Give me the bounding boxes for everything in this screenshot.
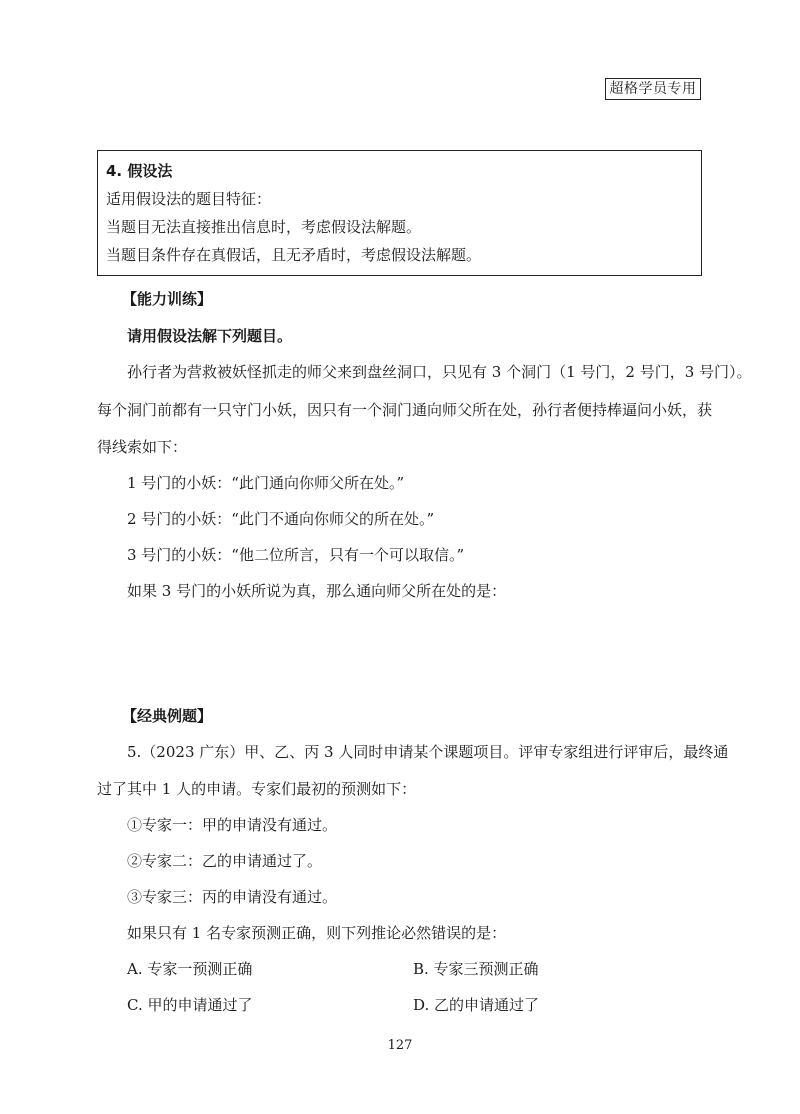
option-b: B. 专家三预测正确 [413,960,539,978]
method-box [97,150,702,276]
expert-prediction: ①专家一：甲的申请没有通过。 [127,816,338,834]
method-line: 适用假设法的题目特征： [106,190,272,208]
clue-line: 2 号门的小妖：“此门不通向你师父的所在处。” [127,510,435,528]
expert-prediction: ③专家三：丙的申请没有通过。 [127,888,338,906]
method-line: 当题目条件存在真假话，且无矛盾时，考虑假设法解题。 [106,246,482,264]
training-question: 如果 3 号门的小妖所说为真，那么通向师父所在处的是： [127,582,507,600]
page-number: 127 [387,1038,413,1053]
story-line: 得线索如下： [97,438,188,456]
option-c: C. 甲的申请通过了 [127,996,253,1014]
training-heading: 【能力训练】 [122,290,213,308]
example-stem-line: 过了其中 1 人的申请。专家们最初的预测如下： [97,780,417,798]
example-question: 如果只有 1 名专家预测正确，则下列推论必然错误的是： [127,924,507,942]
option-d: D. 乙的申请通过了 [413,996,540,1014]
expert-prediction: ②专家二：乙的申请通过了。 [127,852,323,870]
clue-line: 3 号门的小妖：“他二位所言，只有一个可以取信。” [127,546,465,564]
story-line: 每个洞门前都有一只守门小妖，因只有一个洞门通向师父所在处，孙行者便持棒逼问小妖，获 [97,401,713,419]
method-title: 4. 假设法 [106,162,173,180]
option-a: A. 专家一预测正确 [127,960,253,978]
clue-line: 1 号门的小妖：“此门通向你师父所在处。” [127,474,405,492]
example-stem-line: 5.（2023 广东）甲、乙、丙 3 人同时申请某个课题项目。评审专家组进行评审后，最终通 [127,743,729,761]
method-line: 当题目无法直接推出信息时，考虑假设法解题。 [106,218,422,236]
exclusive-badge: 超格学员专用 [605,78,701,100]
training-instruction: 请用假设法解下列题目。 [127,327,293,345]
story-line: 孙行者为营救被妖怪抓走的师父来到盘丝洞口，只见有 3 个洞门（1 号门，2 号门，3 号门）。 [127,363,752,381]
example-heading: 【经典例题】 [122,707,213,725]
